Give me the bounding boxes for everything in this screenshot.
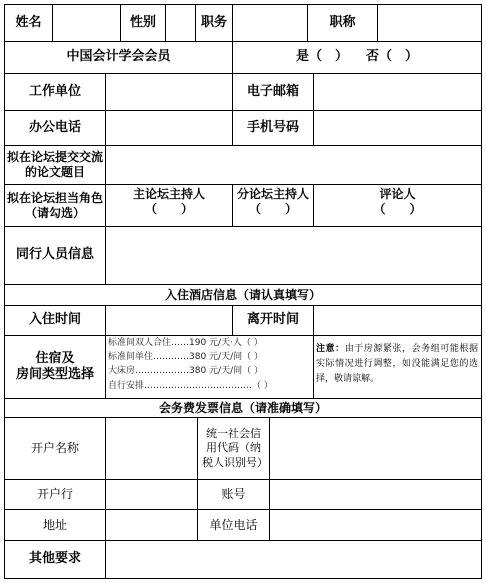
room-note [316, 342, 478, 396]
name-label: 姓名 [15, 14, 42, 30]
position-field[interactable] [233, 5, 307, 41]
email-label: 电子邮箱 [246, 83, 299, 99]
position-label: 职务 [200, 14, 227, 30]
room-option-self[interactable]: 自行安排………………………………（ ） [108, 381, 273, 391]
room-note-label: 注意： [316, 344, 345, 354]
room-option-twin-single[interactable]: 标准间单住…………380 元/天/间（ ） [108, 352, 263, 362]
role-sub-host-label: 分论坛主持人 [236, 187, 309, 201]
room-option-twin-shared[interactable]: 标准间双人合住……190 元/天·人（ ） [108, 338, 263, 348]
role-main-host[interactable] [106, 185, 232, 226]
gender-label: 性别 [129, 14, 156, 30]
room-option-king[interactable]: 大床房………………380 元/天/间（ ） [108, 366, 263, 376]
credit-code-field[interactable] [270, 418, 481, 479]
role-reviewer-label: 评论人 [379, 187, 416, 201]
paper-title-field[interactable] [106, 146, 481, 184]
role-label-line2: （请勾选） [24, 205, 85, 220]
office-phone-label: 办公电话 [28, 119, 81, 135]
room-note-text: 由于房源紧张，会务组可能根据实际情况进行调整，如没能满足您的选择，敬请谅解。 [316, 344, 478, 384]
border-right [481, 4, 482, 579]
role-reviewer[interactable] [314, 185, 481, 226]
title-field[interactable] [378, 5, 481, 41]
companions-label: 同行人员信息 [15, 247, 94, 263]
other-field[interactable] [106, 541, 481, 578]
col-line [313, 335, 314, 398]
role-sub-host[interactable] [233, 185, 313, 226]
checkout-label: 离开时间 [246, 312, 299, 328]
mobile-label: 手机号码 [246, 119, 299, 135]
other-label: 其他要求 [28, 551, 81, 567]
room-type-label-line2: 房间类型选择 [15, 367, 94, 382]
gender-field[interactable] [166, 5, 195, 41]
member-choice[interactable] [233, 42, 481, 73]
unit-phone-field[interactable] [270, 510, 481, 540]
work-unit-label: 工作单位 [28, 83, 81, 99]
role-main-host-label: 主论坛主持人 [132, 187, 205, 201]
invoice-section-title: 会务费发票信息（请准确填写） [158, 400, 327, 415]
bank-field[interactable] [106, 480, 197, 509]
paper-title-label [5, 146, 105, 184]
border-bottom [4, 578, 482, 579]
title-label: 职称 [329, 14, 356, 30]
credit-code-label: 统一社会信用代码（纳税人识别号） [202, 427, 268, 469]
room-type-label-line1: 住宿及 [35, 350, 75, 366]
checkin-label: 入住时间 [28, 312, 81, 328]
paper-title-label-line1: 拟在论坛提交交流 [6, 150, 103, 164]
address-label: 地址 [42, 517, 67, 532]
role-sub-host-checkbox[interactable]: （ ） [248, 202, 297, 216]
hotel-section-title: 入住酒店信息（请认真填写） [164, 287, 321, 302]
room-type-label [5, 336, 105, 398]
account-no-field[interactable] [270, 480, 481, 509]
mobile-field[interactable] [314, 111, 481, 145]
email-field[interactable] [314, 74, 481, 110]
companions-field[interactable] [106, 227, 481, 284]
room-options [106, 336, 313, 398]
checkin-field[interactable] [106, 306, 232, 335]
account-name-label: 开户名称 [30, 441, 79, 455]
name-field[interactable] [53, 5, 120, 41]
work-unit-field[interactable] [106, 74, 232, 110]
member-yes-option[interactable]: 是（ ） [295, 49, 348, 65]
account-no-label: 账号 [221, 487, 246, 501]
checkout-field[interactable] [314, 306, 481, 335]
role-main-host-checkbox[interactable]: （ ） [144, 202, 193, 216]
bank-label: 开户行 [36, 487, 73, 501]
address-field[interactable] [106, 510, 197, 540]
role-label-line1: 拟在论坛担当角色 [6, 190, 103, 205]
unit-phone-label: 单位电话 [209, 517, 258, 532]
office-phone-field[interactable] [106, 111, 232, 145]
paper-title-label-line2: 的论文题目 [24, 165, 85, 179]
member-no-option[interactable]: 否（ ） [366, 49, 419, 65]
account-name-field[interactable] [106, 418, 197, 479]
role-reviewer-checkbox[interactable]: （ ） [373, 202, 422, 216]
member-label: 中国会计学会会员 [66, 49, 171, 65]
role-label [5, 185, 105, 226]
